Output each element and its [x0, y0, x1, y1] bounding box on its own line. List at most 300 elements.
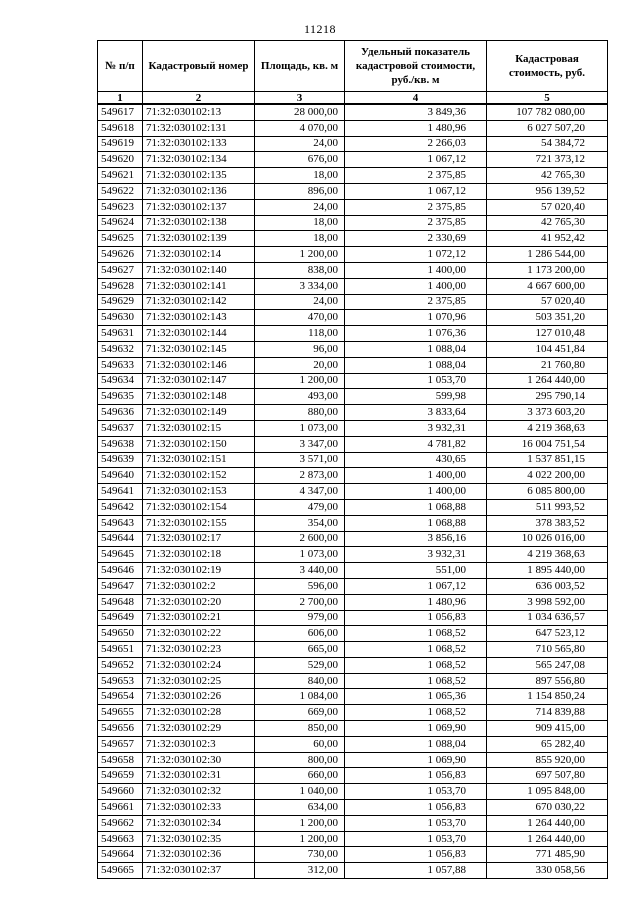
specific-value-cell: 3 856,16: [345, 531, 487, 547]
row-number-cell: 549654: [98, 689, 143, 705]
area-cell: 880,00: [255, 405, 345, 421]
cadastral-number-cell: 71:32:030102:26: [143, 689, 255, 705]
table-row: [98, 610, 608, 626]
cadastral-value-cell: 956 139,52: [487, 183, 608, 199]
row-number-cell: 549659: [98, 768, 143, 784]
cadastral-number-cell: 71:32:030102:22: [143, 626, 255, 642]
specific-value-cell: 1 069,90: [345, 721, 487, 737]
row-number-cell: 549653: [98, 673, 143, 689]
specific-value-cell: 3 833,64: [345, 405, 487, 421]
cadastral-number-cell: 71:32:030102:29: [143, 721, 255, 737]
area-cell: 354,00: [255, 515, 345, 531]
area-cell: 18,00: [255, 231, 345, 247]
specific-value-cell: 2 375,85: [345, 215, 487, 231]
row-number-cell: 549619: [98, 136, 143, 152]
area-cell: 96,00: [255, 341, 345, 357]
cadastral-number-cell: 71:32:030102:143: [143, 310, 255, 326]
specific-value-cell: 2 375,85: [345, 168, 487, 184]
specific-value-cell: 2 330,69: [345, 231, 487, 247]
specific-value-cell: 1 072,12: [345, 247, 487, 263]
table-row: [98, 831, 608, 847]
specific-value-cell: 1 067,12: [345, 578, 487, 594]
cadastral-value-cell: 1 095 848,00: [487, 784, 608, 800]
row-number-cell: 549632: [98, 341, 143, 357]
row-number-cell: 549652: [98, 657, 143, 673]
table-row: [98, 341, 608, 357]
area-cell: 24,00: [255, 199, 345, 215]
area-cell: 18,00: [255, 215, 345, 231]
table-row: [98, 626, 608, 642]
area-cell: 1 200,00: [255, 831, 345, 847]
table-row: [98, 736, 608, 752]
area-cell: 118,00: [255, 326, 345, 342]
table-row: [98, 531, 608, 547]
column-number: 2: [143, 92, 255, 105]
header-specific-value: Удельный показатель кадастровой стоимости, руб./кв. м: [345, 41, 487, 92]
table-row: [98, 168, 608, 184]
specific-value-cell: 1 400,00: [345, 262, 487, 278]
area-cell: 493,00: [255, 389, 345, 405]
cadastral-value-cell: 909 415,00: [487, 721, 608, 737]
specific-value-cell: 1 070,96: [345, 310, 487, 326]
cadastral-value-cell: 511 993,52: [487, 499, 608, 515]
specific-value-cell: 2 266,03: [345, 136, 487, 152]
row-number-cell: 549618: [98, 120, 143, 136]
cadastral-number-cell: 71:32:030102:135: [143, 168, 255, 184]
row-number-cell: 549665: [98, 863, 143, 879]
table-row: [98, 642, 608, 658]
cadastral-value-cell: 127 010,48: [487, 326, 608, 342]
cadastral-number-cell: 71:32:030102:141: [143, 278, 255, 294]
header-cadastral-number: Кадастровый номер: [143, 41, 255, 92]
cadastral-value-cell: 1 537 851,15: [487, 452, 608, 468]
row-number-cell: 549650: [98, 626, 143, 642]
cadastral-number-cell: 71:32:030102:137: [143, 199, 255, 215]
cadastral-value-cell: 3 373 603,20: [487, 405, 608, 421]
table-row: [98, 120, 608, 136]
table-row: [98, 262, 608, 278]
area-cell: 24,00: [255, 136, 345, 152]
row-number-cell: 549636: [98, 405, 143, 421]
cadastral-number-cell: 71:32:030102:138: [143, 215, 255, 231]
area-cell: 3 334,00: [255, 278, 345, 294]
specific-value-cell: 1 053,70: [345, 815, 487, 831]
table-row: [98, 104, 608, 120]
cadastral-number-cell: 71:32:030102:140: [143, 262, 255, 278]
area-cell: 634,00: [255, 800, 345, 816]
page-number: 11218: [303, 22, 337, 36]
area-cell: 312,00: [255, 863, 345, 879]
specific-value-cell: 1 057,88: [345, 863, 487, 879]
table-row: [98, 452, 608, 468]
table-row: [98, 689, 608, 705]
cadastral-value-cell: 42 765,30: [487, 168, 608, 184]
cadastral-value-cell: 4 022 200,00: [487, 468, 608, 484]
cadastral-value-cell: 295 790,14: [487, 389, 608, 405]
cadastral-value-cell: 710 565,80: [487, 642, 608, 658]
specific-value-cell: 1 056,83: [345, 800, 487, 816]
row-number-cell: 549661: [98, 800, 143, 816]
cadastral-value-cell: 41 952,42: [487, 231, 608, 247]
cadastral-number-cell: 71:32:030102:14: [143, 247, 255, 263]
header-area: Площадь, кв. м: [255, 41, 345, 92]
specific-value-cell: 1 053,70: [345, 373, 487, 389]
table-row: [98, 563, 608, 579]
cadastral-number-cell: 71:32:030102:146: [143, 357, 255, 373]
cadastral-value-cell: 1 264 440,00: [487, 831, 608, 847]
cadastral-number-cell: 71:32:030102:17: [143, 531, 255, 547]
row-number-cell: 549642: [98, 499, 143, 515]
table-row: [98, 136, 608, 152]
specific-value-cell: 3 932,31: [345, 420, 487, 436]
row-number-cell: 549663: [98, 831, 143, 847]
cadastral-value-cell: 1 264 440,00: [487, 373, 608, 389]
area-cell: 800,00: [255, 752, 345, 768]
row-number-cell: 549645: [98, 547, 143, 563]
cadastral-number-cell: 71:32:030102:21: [143, 610, 255, 626]
row-number-cell: 549634: [98, 373, 143, 389]
cadastral-value-cell: 57 020,40: [487, 199, 608, 215]
row-number-cell: 549644: [98, 531, 143, 547]
area-cell: 2 600,00: [255, 531, 345, 547]
specific-value-cell: 1 088,04: [345, 341, 487, 357]
cadastral-number-cell: 71:32:030102:142: [143, 294, 255, 310]
row-number-cell: 549625: [98, 231, 143, 247]
table-row: [98, 499, 608, 515]
cadastral-value-cell: 4 219 368,63: [487, 420, 608, 436]
cadastral-number-cell: 71:32:030102:136: [143, 183, 255, 199]
cadastral-value-cell: 855 920,00: [487, 752, 608, 768]
area-cell: 1 040,00: [255, 784, 345, 800]
cadastral-value-cell: 771 485,90: [487, 847, 608, 863]
row-number-cell: 549623: [98, 199, 143, 215]
table-header: [98, 41, 608, 105]
cadastral-value-cell: 3 998 592,00: [487, 594, 608, 610]
specific-value-cell: 2 375,85: [345, 294, 487, 310]
area-cell: 60,00: [255, 736, 345, 752]
area-cell: 840,00: [255, 673, 345, 689]
cadastral-value-cell: 65 282,40: [487, 736, 608, 752]
cadastral-value-cell: 42 765,30: [487, 215, 608, 231]
cadastral-value-cell: 636 003,52: [487, 578, 608, 594]
specific-value-cell: 1 068,88: [345, 499, 487, 515]
row-number-cell: 549626: [98, 247, 143, 263]
cadastral-number-cell: 71:32:030102:134: [143, 152, 255, 168]
table-row: [98, 405, 608, 421]
area-cell: 2 700,00: [255, 594, 345, 610]
cadastral-number-cell: 71:32:030102:19: [143, 563, 255, 579]
area-cell: 838,00: [255, 262, 345, 278]
area-cell: 1 073,00: [255, 547, 345, 563]
column-number-row: [98, 92, 608, 105]
area-cell: 4 070,00: [255, 120, 345, 136]
cadastral-number-cell: 71:32:030102:20: [143, 594, 255, 610]
table-row: [98, 547, 608, 563]
cadastral-value-cell: 107 782 080,00: [487, 104, 608, 120]
column-number: 3: [255, 92, 345, 105]
area-cell: 3 347,00: [255, 436, 345, 452]
specific-value-cell: 1 056,83: [345, 847, 487, 863]
table-row: [98, 373, 608, 389]
cadastral-number-cell: 71:32:030102:2: [143, 578, 255, 594]
cadastral-number-cell: 71:32:030102:144: [143, 326, 255, 342]
cadastral-number-cell: 71:32:030102:24: [143, 657, 255, 673]
area-cell: 529,00: [255, 657, 345, 673]
cadastral-value-cell: 6 027 507,20: [487, 120, 608, 136]
table-row: [98, 294, 608, 310]
cadastral-value-cell: 4 667 600,00: [487, 278, 608, 294]
table-row: [98, 721, 608, 737]
row-number-cell: 549646: [98, 563, 143, 579]
cadastral-number-cell: 71:32:030102:36: [143, 847, 255, 863]
cadastral-value-cell: 714 839,88: [487, 705, 608, 721]
cadastral-value-table: [97, 40, 608, 879]
specific-value-cell: 1 068,52: [345, 657, 487, 673]
table-row: [98, 484, 608, 500]
table-row: [98, 310, 608, 326]
area-cell: 1 084,00: [255, 689, 345, 705]
specific-value-cell: 1 076,36: [345, 326, 487, 342]
cadastral-value-cell: 10 026 016,00: [487, 531, 608, 547]
area-cell: 730,00: [255, 847, 345, 863]
header-cadastral-value: Кадастровая стоимость, руб.: [487, 41, 608, 92]
area-cell: 2 873,00: [255, 468, 345, 484]
row-number-cell: 549647: [98, 578, 143, 594]
row-number-cell: 549662: [98, 815, 143, 831]
table-row: [98, 468, 608, 484]
specific-value-cell: 1 056,83: [345, 610, 487, 626]
area-cell: 4 347,00: [255, 484, 345, 500]
area-cell: 606,00: [255, 626, 345, 642]
cadastral-value-cell: 4 219 368,63: [487, 547, 608, 563]
area-cell: 3 571,00: [255, 452, 345, 468]
column-number: 5: [487, 92, 608, 105]
row-number-cell: 549624: [98, 215, 143, 231]
area-cell: 676,00: [255, 152, 345, 168]
specific-value-cell: 3 932,31: [345, 547, 487, 563]
cadastral-value-cell: 104 451,84: [487, 341, 608, 357]
cadastral-value-cell: 647 523,12: [487, 626, 608, 642]
row-number-cell: 549635: [98, 389, 143, 405]
table-row: [98, 357, 608, 373]
row-number-cell: 549638: [98, 436, 143, 452]
specific-value-cell: 1 088,04: [345, 736, 487, 752]
specific-value-cell: 551,00: [345, 563, 487, 579]
row-number-cell: 549643: [98, 515, 143, 531]
row-number-cell: 549621: [98, 168, 143, 184]
table-row: [98, 752, 608, 768]
row-number-cell: 549648: [98, 594, 143, 610]
area-cell: 596,00: [255, 578, 345, 594]
row-number-cell: 549664: [98, 847, 143, 863]
cadastral-value-cell: 1 034 636,57: [487, 610, 608, 626]
row-number-cell: 549637: [98, 420, 143, 436]
specific-value-cell: 1 053,70: [345, 831, 487, 847]
table-row: [98, 152, 608, 168]
cadastral-value-cell: 6 085 800,00: [487, 484, 608, 500]
specific-value-cell: 1 480,96: [345, 594, 487, 610]
area-cell: 665,00: [255, 642, 345, 658]
area-cell: 896,00: [255, 183, 345, 199]
row-number-cell: 549655: [98, 705, 143, 721]
cadastral-number-cell: 71:32:030102:148: [143, 389, 255, 405]
cadastral-value-cell: 670 030,22: [487, 800, 608, 816]
specific-value-cell: 1 069,90: [345, 752, 487, 768]
cadastral-number-cell: 71:32:030102:37: [143, 863, 255, 879]
row-number-cell: 549657: [98, 736, 143, 752]
cadastral-number-cell: 71:32:030102:30: [143, 752, 255, 768]
row-number-cell: 549656: [98, 721, 143, 737]
cadastral-number-cell: 71:32:030102:145: [143, 341, 255, 357]
table-row: [98, 199, 608, 215]
row-number-cell: 549629: [98, 294, 143, 310]
area-cell: 1 073,00: [255, 420, 345, 436]
row-number-cell: 549617: [98, 104, 143, 120]
cadastral-number-cell: 71:32:030102:133: [143, 136, 255, 152]
row-number-cell: 549627: [98, 262, 143, 278]
row-number-cell: 549630: [98, 310, 143, 326]
header-row: [98, 41, 608, 92]
area-cell: 1 200,00: [255, 247, 345, 263]
table-row: [98, 863, 608, 879]
specific-value-cell: 1 088,04: [345, 357, 487, 373]
cadastral-value-cell: 1 264 440,00: [487, 815, 608, 831]
table-row: [98, 847, 608, 863]
cadastral-value-cell: 565 247,08: [487, 657, 608, 673]
table-row: [98, 673, 608, 689]
table-row: [98, 657, 608, 673]
cadastral-value-cell: 16 004 751,54: [487, 436, 608, 452]
cadastral-number-cell: 71:32:030102:147: [143, 373, 255, 389]
specific-value-cell: 1 400,00: [345, 278, 487, 294]
table-row: [98, 183, 608, 199]
cadastral-number-cell: 71:32:030102:150: [143, 436, 255, 452]
row-number-cell: 549639: [98, 452, 143, 468]
row-number-cell: 549628: [98, 278, 143, 294]
area-cell: 3 440,00: [255, 563, 345, 579]
table-row: [98, 768, 608, 784]
cadastral-number-cell: 71:32:030102:3: [143, 736, 255, 752]
cadastral-number-cell: 71:32:030102:139: [143, 231, 255, 247]
cadastral-number-cell: 71:32:030102:151: [143, 452, 255, 468]
cadastral-value-cell: 1 154 850,24: [487, 689, 608, 705]
column-number: 4: [345, 92, 487, 105]
table-row: [98, 247, 608, 263]
specific-value-cell: 3 849,36: [345, 104, 487, 120]
cadastral-value-cell: 1 895 440,00: [487, 563, 608, 579]
table-row: [98, 815, 608, 831]
table-row: [98, 278, 608, 294]
table-row: [98, 515, 608, 531]
specific-value-cell: 1 068,52: [345, 705, 487, 721]
cadastral-value-cell: 1 286 544,00: [487, 247, 608, 263]
table-body: [98, 104, 608, 879]
cadastral-number-cell: 71:32:030102:18: [143, 547, 255, 563]
area-cell: 1 200,00: [255, 373, 345, 389]
specific-value-cell: 2 375,85: [345, 199, 487, 215]
specific-value-cell: 1 068,52: [345, 673, 487, 689]
cadastral-number-cell: 71:32:030102:35: [143, 831, 255, 847]
cadastral-value-cell: 21 760,80: [487, 357, 608, 373]
table-row: [98, 389, 608, 405]
cadastral-value-cell: 330 058,56: [487, 863, 608, 879]
specific-value-cell: 1 065,36: [345, 689, 487, 705]
cadastral-number-cell: 71:32:030102:15: [143, 420, 255, 436]
table-row: [98, 436, 608, 452]
cadastral-value-cell: 721 373,12: [487, 152, 608, 168]
area-cell: 24,00: [255, 294, 345, 310]
specific-value-cell: 1 400,00: [345, 484, 487, 500]
cadastral-number-cell: 71:32:030102:131: [143, 120, 255, 136]
cadastral-number-cell: 71:32:030102:32: [143, 784, 255, 800]
specific-value-cell: 599,98: [345, 389, 487, 405]
area-cell: 1 200,00: [255, 815, 345, 831]
area-cell: 979,00: [255, 610, 345, 626]
row-number-cell: 549651: [98, 642, 143, 658]
specific-value-cell: 1 400,00: [345, 468, 487, 484]
area-cell: 28 000,00: [255, 104, 345, 120]
row-number-cell: 549658: [98, 752, 143, 768]
cadastral-number-cell: 71:32:030102:154: [143, 499, 255, 515]
area-cell: 850,00: [255, 721, 345, 737]
cadastral-number-cell: 71:32:030102:149: [143, 405, 255, 421]
cadastral-value-cell: 697 507,80: [487, 768, 608, 784]
cadastral-number-cell: 71:32:030102:25: [143, 673, 255, 689]
specific-value-cell: 1 053,70: [345, 784, 487, 800]
cadastral-number-cell: 71:32:030102:33: [143, 800, 255, 816]
row-number-cell: 549631: [98, 326, 143, 342]
specific-value-cell: 1 068,52: [345, 626, 487, 642]
cadastral-value-cell: 378 383,52: [487, 515, 608, 531]
table-row: [98, 420, 608, 436]
area-cell: 470,00: [255, 310, 345, 326]
specific-value-cell: 1 067,12: [345, 152, 487, 168]
row-number-cell: 549620: [98, 152, 143, 168]
area-cell: 18,00: [255, 168, 345, 184]
specific-value-cell: 4 781,82: [345, 436, 487, 452]
column-number: 1: [98, 92, 143, 105]
specific-value-cell: 1 068,52: [345, 642, 487, 658]
area-cell: 479,00: [255, 499, 345, 515]
cadastral-value-cell: 1 173 200,00: [487, 262, 608, 278]
table-row: [98, 784, 608, 800]
area-cell: 20,00: [255, 357, 345, 373]
cadastral-value-cell: 897 556,80: [487, 673, 608, 689]
cadastral-number-cell: 71:32:030102:13: [143, 104, 255, 120]
table-row: [98, 594, 608, 610]
cadastral-value-cell: 54 384,72: [487, 136, 608, 152]
row-number-cell: 549660: [98, 784, 143, 800]
table-row: [98, 705, 608, 721]
specific-value-cell: 1 068,88: [345, 515, 487, 531]
row-number-cell: 549649: [98, 610, 143, 626]
cadastral-number-cell: 71:32:030102:155: [143, 515, 255, 531]
cadastral-number-cell: 71:32:030102:34: [143, 815, 255, 831]
table-row: [98, 326, 608, 342]
cadastral-value-cell: 503 351,20: [487, 310, 608, 326]
row-number-cell: 549622: [98, 183, 143, 199]
cadastral-number-cell: 71:32:030102:31: [143, 768, 255, 784]
specific-value-cell: 430,65: [345, 452, 487, 468]
row-number-cell: 549633: [98, 357, 143, 373]
area-cell: 669,00: [255, 705, 345, 721]
table-row: [98, 215, 608, 231]
row-number-cell: 549640: [98, 468, 143, 484]
specific-value-cell: 1 480,96: [345, 120, 487, 136]
specific-value-cell: 1 056,83: [345, 768, 487, 784]
area-cell: 660,00: [255, 768, 345, 784]
cadastral-number-cell: 71:32:030102:23: [143, 642, 255, 658]
